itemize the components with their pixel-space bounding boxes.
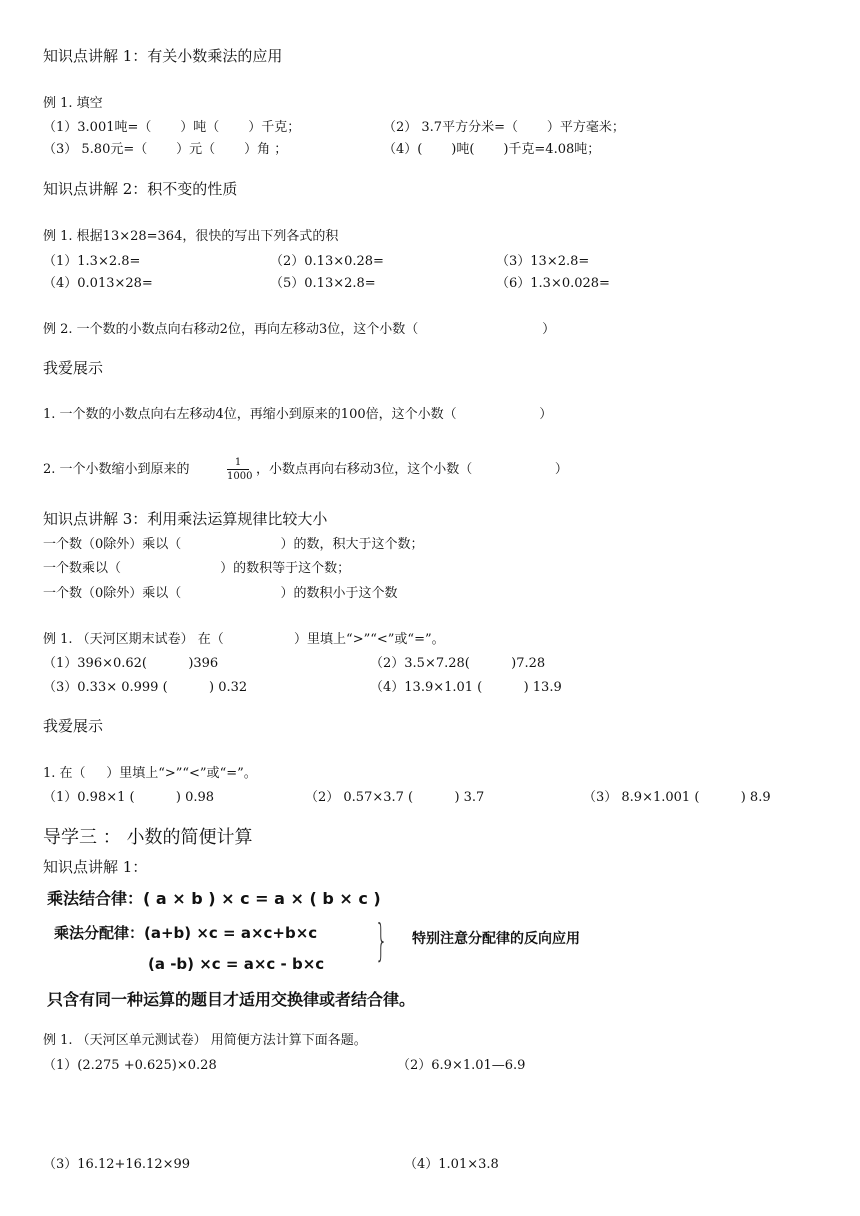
distributive-law-2: (a -b) ×c = a×c - b×c: [148, 955, 325, 973]
fraction-bar: [227, 469, 249, 470]
product-item-1: （1）1.3×2.8=: [43, 254, 141, 269]
rule-line-2: 一个数乘以（ ）的数积等于这个数；: [43, 561, 351, 576]
product-item-6: （6）1.3×0.028=: [496, 276, 610, 291]
fraction-numerator: 1: [234, 457, 242, 468]
fraction-denominator: 1000: [227, 471, 253, 482]
section-title-decimal-multiplication-application: 知识点讲解 1：有关小数乘法的应用: [43, 47, 283, 65]
show-title-2: 我爱展示: [43, 717, 104, 735]
example-compare: 例 1. （天河区期末试卷） 在（ ）里填上“>”“<”或“=”。: [43, 632, 445, 647]
section-title-product-invariance: 知识点讲解 2：积不变的性质: [43, 180, 238, 198]
calc-item-3: （3）16.12+16.12×99: [43, 1157, 191, 1172]
product-item-5: （5）0.13×2.8=: [270, 276, 376, 291]
rule-line-1: 一个数（0除外）乘以（ ）的数，积大于这个数；: [43, 537, 424, 552]
distributive-note: 特别注意分配律的反向应用: [412, 931, 580, 947]
example-label: 例 1. 填空: [43, 96, 103, 111]
law-applicability-rule: 只含有同一种运算的题目才适用交换律或者结合律。: [47, 990, 416, 1009]
question-2: （2） 3.7平方分米=（ ）平方毫米；: [383, 120, 625, 135]
example-simple-calc: 例 1. （天河区单元测试卷） 用简便方法计算下面各题。: [43, 1033, 367, 1048]
show-problem-2-start: 2. 一个小数缩小到原来的: [43, 462, 190, 477]
show2-item-2: （2） 0.57×3.7 ( ) 3.7: [305, 790, 485, 805]
section-title-compare-size: 知识点讲解 3：利用乘法运算规律比较大小: [43, 510, 328, 528]
calc-item-2: （2）6.9×1.01—6.9: [397, 1058, 526, 1073]
compare-item-4: （4）13.9×1.01 ( ) 13.9: [370, 680, 562, 695]
product-item-2: （2）0.13×0.28=: [270, 254, 384, 269]
question-3: （3） 5.80元=（ ）元（ ）角 ；: [43, 142, 288, 157]
fraction-one-thousandth: [227, 457, 253, 482]
compare-item-3: （3）0.33× 0.999 ( ) 0.32: [43, 680, 248, 695]
calc-item-4: （4）1.01×3.8: [404, 1157, 499, 1172]
show2-item-3: （3） 8.9×1.001 ( ) 8.9: [583, 790, 771, 805]
guide-title-simple-calculation: 导学三 ： 小数的简便计算: [43, 827, 253, 848]
right-brace: }: [375, 915, 388, 966]
guide-subtitle: 知识点讲解 1：: [43, 858, 148, 876]
show-problem-2-end: ，小数点再向右移动3位，这个小数（ ）: [256, 462, 568, 477]
associative-law: 乘法结合律：( a × b ) × c = a × ( b × c ): [47, 889, 381, 908]
distributive-law-1: 乘法分配律：(a+b) ×c = a×c+b×c: [54, 924, 318, 942]
example-1: 例 1. 根据13×28=364，很快的写出下列各式的积: [43, 229, 339, 244]
show-problem-1: 1. 一个数的小数点向右左移动4位，再缩小到原来的100倍，这个小数（ ）: [43, 407, 553, 422]
product-item-3: （3）13×2.8=: [496, 254, 590, 269]
compare-item-2: （2）3.5×7.28( )7.28: [370, 656, 546, 671]
question-1: （1）3.001吨=（ ）吨（ ）千克；: [43, 120, 301, 135]
example-2: 例 2. 一个数的小数点向右移动2位，再向左移动3位，这个小数（ ）: [43, 322, 556, 337]
question-4: （4）( )吨( )千克=4.08吨；: [383, 142, 601, 157]
show2-item-1: （1）0.98×1 ( ) 0.98: [43, 790, 215, 805]
show2-problem: 1. 在（ ）里填上“>”“<”或“=”。: [43, 766, 257, 781]
rule-line-3: 一个数（0除外）乘以（ ）的数积小于这个数: [43, 586, 398, 601]
product-item-4: （4）0.013×28=: [43, 276, 153, 291]
show-title: 我爱展示: [43, 359, 104, 377]
calc-item-1: （1）(2.275 +0.625)×0.28: [43, 1058, 217, 1073]
compare-item-1: （1）396×0.62( )396: [43, 656, 219, 671]
